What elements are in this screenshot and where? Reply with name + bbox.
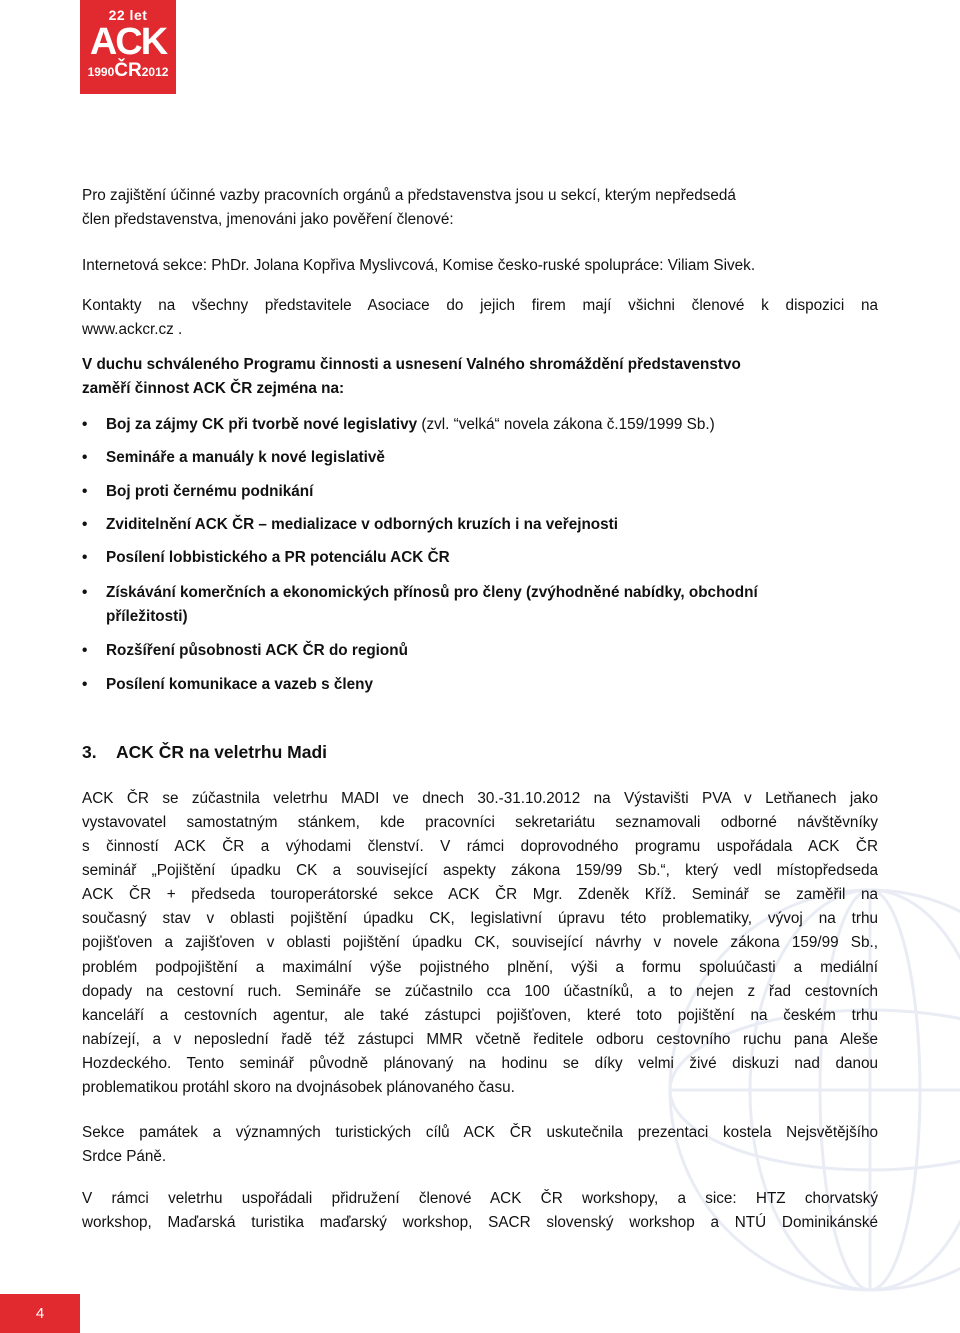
bullet-icon: • bbox=[82, 676, 88, 693]
logo-year-start: 1990 bbox=[87, 65, 115, 79]
body-line: kanceláří a cestovních agentur, ale také zástupci pojišťoven, které toto pojištění na českém trhu bbox=[82, 1007, 878, 1024]
logo-year-end: 2012 bbox=[141, 65, 169, 79]
body-line: seminář „Pojištění úpadku CK a související aspekty zákona 159/99 Sb.“, který vedl místopředseda bbox=[82, 862, 878, 879]
body-line: Hozdeckého. Tento seminář původně plánovaný na hodinu se díky velmi živé diskuzi nad danou bbox=[82, 1055, 878, 1072]
body-line: dopady na cestovní ruch. Semináře se zúčastnilo cca 100 účastníků, a to nejen z řad cestovních bbox=[82, 983, 878, 1000]
body-line: Srdce Páně. bbox=[82, 1148, 167, 1165]
body-line: V rámci veletrhu uspořádali přidružení členové ACK ČR workshopy, a sice: HTZ chorvatský bbox=[82, 1190, 878, 1207]
section-heading bbox=[82, 742, 327, 763]
logo-years-range bbox=[80, 60, 176, 81]
paragraph-3-line-1: Kontakty na všechny představitele Asociace do jejich firem mají všichni členové k dispozici na bbox=[82, 297, 878, 314]
paragraph-1-line-2: člen představenstva, jmenováni jako pověření členové: bbox=[82, 211, 454, 228]
logo-brand: ACK bbox=[89, 21, 167, 63]
list-item-text: příležitosti) bbox=[106, 608, 188, 625]
list-item-text: Semináře a manuály k nové legislativě bbox=[106, 449, 385, 466]
paragraph-2: Internetová sekce: PhDr. Jolana Kopřiva Myslivcová, Komise česko-ruské spolupráce: Viliam Sivek. bbox=[82, 257, 756, 274]
paragraph-4-line-2: zaměří činnost ACK ČR zejména na: bbox=[82, 380, 345, 397]
body-line: workshop, Maďarská turistika maďarský workshop, SACR slovenský workshop a NTÚ Dominikánské bbox=[82, 1214, 878, 1231]
body-line: s činností ACK ČR a výhodami členství. V rámci doprovodného programu uspořádala ACK ČR bbox=[82, 838, 878, 855]
ack-logo bbox=[80, 0, 176, 94]
list-item-text: Rozšíření působnosti ACK ČR do regionů bbox=[106, 642, 408, 659]
list-item-bold: Boj za zájmy CK při tvorbě nové legislativy bbox=[106, 416, 418, 433]
body-line: Sekce památek a významných turistických cílů ACK ČR uskutečnila prezentaci kostela Nejsvětějšího bbox=[82, 1124, 878, 1141]
list-item-text: Boj proti černému podnikání bbox=[106, 483, 314, 500]
logo-country: ČR bbox=[114, 60, 142, 81]
section-number: 3. bbox=[82, 742, 97, 762]
bullet-icon: • bbox=[82, 584, 88, 601]
body-line: ACK ČR + předseda touroperátorské sekce ACK ČR Mgr. Zdeněk Kříž. Seminář se zaměřil na bbox=[82, 886, 878, 903]
list-item-text: Získávání komerčních a ekonomických přínosů pro členy (zvýhodněné nabídky, obchodní bbox=[106, 584, 758, 601]
paragraph-1-line-1: Pro zajištění účinné vazby pracovních orgánů a představenstva jsou u sekcí, kterým nepředsedá bbox=[82, 187, 736, 204]
bullet-icon: • bbox=[82, 642, 88, 659]
paragraph-4-line-1: V duchu schváleného Programu činnosti a usnesení Valného shromáždění představenstvo bbox=[82, 356, 741, 373]
list-item-text: Posílení komunikace a vazeb s členy bbox=[106, 676, 373, 693]
body-line: pojišťoven a zajišťoven v oblasti pojištění úpadku CK, související návrhy v novele zákona 159/99 Sb., bbox=[82, 934, 878, 951]
body-line: nabízejí, a v neposlední řadě též zástupci MMR včetně ředitele odboru cestovního ruchu pana Aleše bbox=[82, 1031, 878, 1048]
body-line: současný stav v oblasti pojištění úpadku CK, legislativní úpravu této problematiky, vývoj na trhu bbox=[82, 910, 878, 927]
body-line: ACK ČR se zúčastnila veletrhu MADI ve dnech 30.-31.10.2012 na Výstavišti PVA v Letňanech jako bbox=[82, 790, 878, 807]
body-line: vystavovatel samostatným stánkem, kde pracovníci sekretariátu seznamovali odborné návštěvníky bbox=[82, 814, 878, 831]
list-item-text: Zviditelnění ACK ČR – medializace v odborných kruzích i na veřejnosti bbox=[106, 516, 619, 533]
list-item-text bbox=[106, 413, 878, 437]
section-title: ACK ČR na veletrhu Madi bbox=[116, 742, 327, 762]
bullet-icon: • bbox=[82, 416, 88, 433]
body-line: problém podpojištění a maximální výše pojistného plnění, výši a formu spoluúčasti a mediální bbox=[82, 959, 878, 976]
list-item-text: Posílení lobbistického a PR potenciálu ACK ČR bbox=[106, 549, 450, 566]
bullet-icon: • bbox=[82, 516, 88, 533]
paragraph-3-line-2: www.ackcr.cz . bbox=[82, 321, 183, 338]
bullet-icon: • bbox=[82, 449, 88, 466]
page-number: 4 bbox=[0, 1294, 80, 1333]
bullet-icon: • bbox=[82, 549, 88, 566]
list-item-normal: (zvl. “velká“ novela zákona č.159/1999 Sb.) bbox=[417, 416, 715, 433]
logo-years: 22 let bbox=[108, 7, 148, 23]
body-line: problematikou protáhl skoro na dvojnásobek plánovaného času. bbox=[82, 1079, 515, 1096]
bullet-icon: • bbox=[82, 483, 88, 500]
